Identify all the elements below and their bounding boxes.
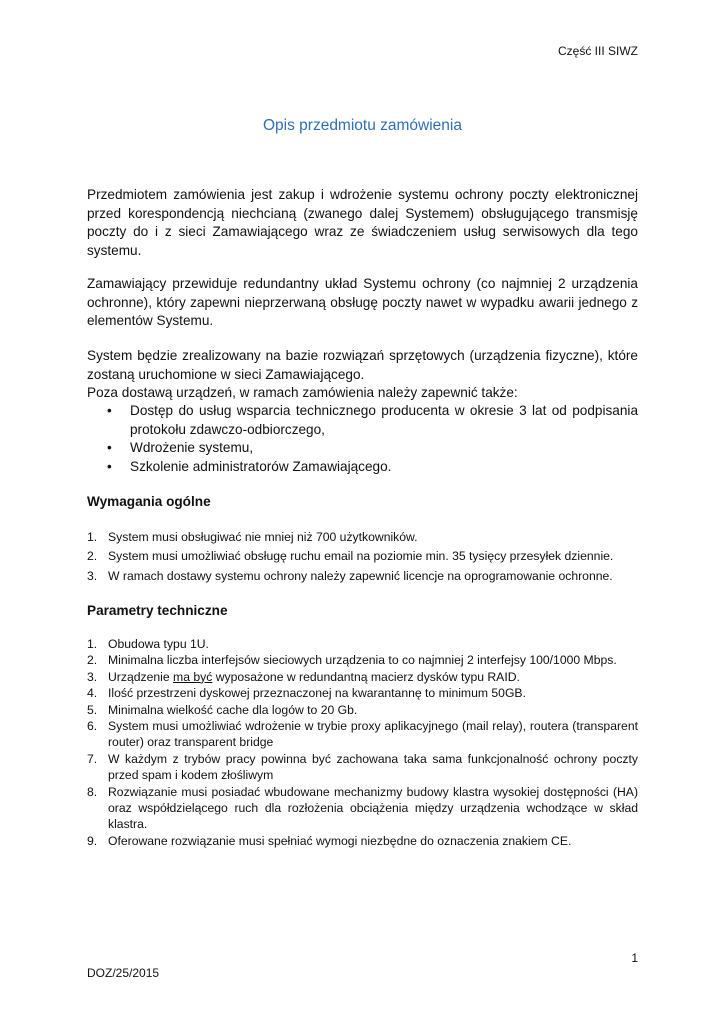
list-item <box>87 685 638 701</box>
paragraph-scope: Przedmiotem zamówienia jest zakup i wdrożenie systemu ochrony poczty elektronicznej przed korespondencją niechcianą (zwanego dalej Systemem) obsługującego transmisję poczty do i z sieci Zamawiającego wraz ze świadczeniem usług serwisowych dla tego systemu. <box>87 187 638 258</box>
item-number: 5. <box>87 702 98 717</box>
list-item <box>87 548 638 564</box>
bullet-icon: • <box>107 458 112 474</box>
page-number: 1 <box>631 951 638 965</box>
item-text: W każdym z trybów pracy powinna być zachowana taka sama funkcjonalność ochrony poczty przed spam i kodem złośliwym <box>108 751 638 783</box>
item-number: 1. <box>87 637 98 651</box>
list-item <box>87 458 638 477</box>
list-item <box>87 636 638 652</box>
item-number: 7. <box>87 751 98 766</box>
item-text-post: wyposażone w redundantną macierz dysków typu RAID. <box>212 669 520 684</box>
item-text-underlined: ma być <box>173 669 213 684</box>
paragraph-hardware-line1: System będzie zrealizowany na bazie rozwiązań sprzętowych (urządzenia fizyczne), które zostaną uruchomione w sieci Zamawiającego. <box>87 348 638 382</box>
bullet-text: Wdrożenie systemu, <box>130 440 254 456</box>
item-number: 6. <box>87 719 98 734</box>
bullet-icon: • <box>107 403 112 418</box>
item-text: Rozwiązanie musi posiadać wbudowane mechanizmy budowy klastra wysokiej dostępności (HA) oraz współdzielącego ruch dla rozłożenia obciążenia między urządzenia wchodzące w skład klastra. <box>108 784 638 832</box>
document-reference: DOZ/25/2015 <box>87 966 160 980</box>
general-requirements-list <box>87 529 638 587</box>
item-text-pre: Urządzenie <box>108 669 174 684</box>
bullet-icon: • <box>107 440 112 456</box>
list-item <box>87 529 638 545</box>
list-item <box>87 669 638 685</box>
item-number: 3. <box>87 568 98 583</box>
item-number: 8. <box>87 784 98 799</box>
item-text: Minimalna wielkość cache dla logów to 20 Gb. <box>108 702 358 717</box>
page-title: Opis przedmiotu zamówienia <box>262 117 462 134</box>
paragraph-redundancy: Zamawiający przewiduje redundantny układ Systemu ochrony (co najmniej 2 urządzenia ochronne), który zapewni nieprzerwaną obsługę poczty nawet w wypadku awarii jednego z elementów Systemu. <box>87 276 638 329</box>
item-number: 4. <box>87 686 98 701</box>
item-text: System musi umożliwiać obsługę ruchu email na poziomie min. 35 tysięcy przesyłek dziennie. <box>108 549 614 564</box>
list-item <box>87 718 638 751</box>
list-item <box>87 702 638 718</box>
item-number: 2. <box>87 653 98 668</box>
item-number: 2. <box>87 549 98 564</box>
item-number: 3. <box>87 669 98 684</box>
heading-general-requirements: Wymagania ogólne <box>87 494 211 509</box>
bullet-list <box>87 402 638 476</box>
list-item <box>87 784 638 833</box>
item-number: 1. <box>87 530 98 544</box>
list-item <box>87 833 638 849</box>
list-item <box>87 568 638 584</box>
item-text: System musi obsługiwać nie mniej niż 700 użytkowników. <box>108 530 418 544</box>
item-text: Minimalna liczba interfejsów sieciowych urządzenia to co najmniej 2 interfejsy 100/1000 Mbps. <box>108 653 617 668</box>
item-text: W ramach dostawy systemu ochrony należy zapewnić licencje na oprogramowanie ochronne. <box>108 568 613 583</box>
technical-parameters-list <box>87 636 638 849</box>
item-text: System musi umożliwiać wdrożenie w trybie proxy aplikacyjnego (mail relay), routera (transparent router) oraz transparent bridge <box>108 719 638 750</box>
header-part-label: Część III SIWZ <box>557 44 638 58</box>
bullet-text: Szkolenie administratorów Zamawiającego. <box>130 458 392 474</box>
item-number: 9. <box>87 833 98 848</box>
item-text: Ilość przestrzeni dyskowej przeznaczonej na kwarantannę to minimum 50GB. <box>108 686 526 701</box>
list-item <box>87 402 638 439</box>
list-item <box>87 439 638 458</box>
paragraph-hardware-line2: Poza dostawą urządzeń, w ramach zamówienia należy zapewnić także: <box>87 385 518 401</box>
item-text: Obudowa typu 1U. <box>108 637 209 651</box>
item-text: Oferowane rozwiązanie musi spełniać wymogi niezbędne do oznaczenia znakiem CE. <box>108 833 572 848</box>
bullet-text: Dostęp do usług wsparcia technicznego producenta w okresie 3 lat od podpisania protokołu zdawczo-odbiorczego, <box>130 403 638 437</box>
list-item <box>87 652 638 668</box>
heading-technical-parameters: Parametry techniczne <box>87 603 228 618</box>
paragraph-hardware <box>87 347 638 403</box>
list-item <box>87 751 638 784</box>
